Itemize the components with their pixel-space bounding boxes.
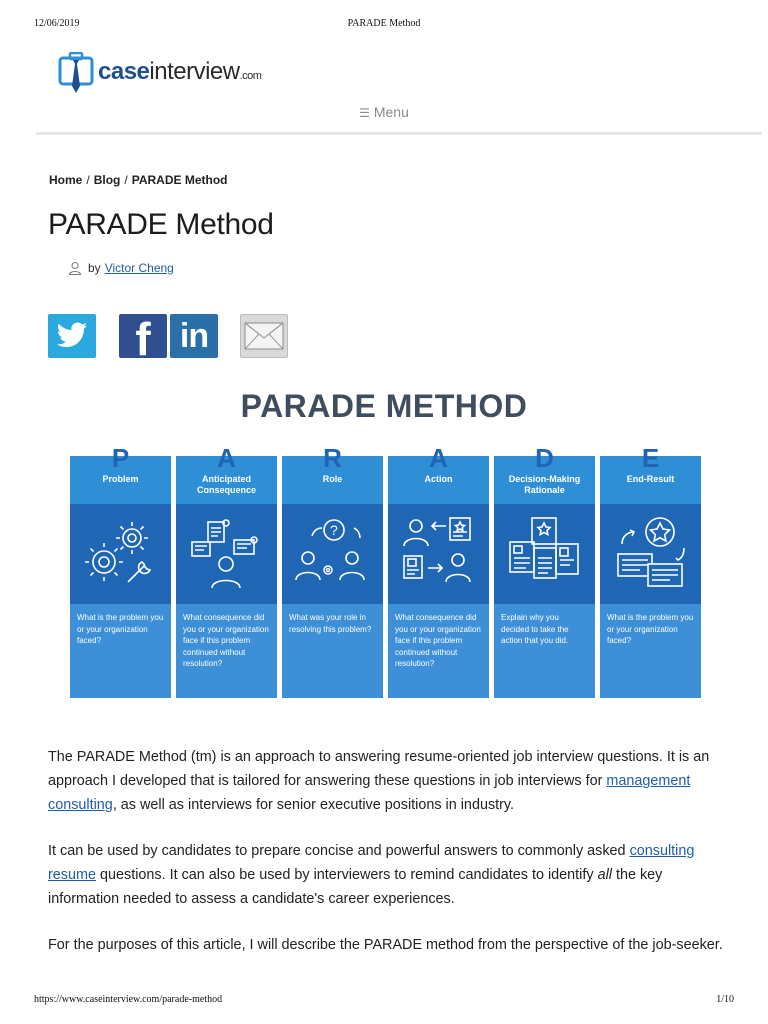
print-page-number: 1/10 [716,994,734,1005]
parade-column-a2 [388,444,489,698]
people-question-icon [282,504,383,604]
intro-paragraph [48,745,728,817]
email-share-button[interactable] [240,314,288,358]
logo-briefcase-icon [58,52,94,92]
parade-column-p [70,444,171,698]
column-heading: Role [282,456,383,504]
breadcrumb-home[interactable]: Home [49,173,83,187]
action-exchange-icon [388,504,489,604]
column-question: What is the problem you or your organization faced? [600,604,701,698]
column-letter: R [323,443,342,473]
print-date: 12/06/2019 [34,18,80,29]
column-question: Explain why you decided to take the action that you did. [494,604,595,698]
column-letter: P [111,443,130,473]
page-title: PARADE Method [48,208,274,241]
linkedin-share-button[interactable] [170,314,218,358]
parade-column-r [282,444,383,698]
column-letter: E [641,443,660,473]
gears-icon [70,504,171,604]
decision-cards-icon [494,504,595,604]
p1-text-b: , as well as interviews for senior executive positions in industry. [112,797,515,813]
star-result-icon [600,504,701,604]
column-letter: D [535,443,554,473]
infographic-title: PARADE METHOD [240,388,528,424]
logo-interview: interview [149,58,240,85]
p2-emphasis: all [597,867,612,883]
p2-text-a: It can be used by candidates to prepare concise and powerful answers to commonly asked [48,843,630,859]
hamburger-icon: ☰ [359,106,370,120]
facebook-icon: f [135,313,151,365]
perspective-paragraph: For the purposes of this article, I will describe the PARADE method from the perspective of the job-seeker. [48,937,723,953]
header-divider [36,132,762,135]
author-by: by [88,261,101,275]
column-heading: Anticipated Consequence [176,456,277,504]
p2-text-b: questions. It can also be used by interviewers to remind candidates to identify [96,867,598,883]
parade-column-d [494,444,595,698]
menu-label: Menu [373,104,409,120]
logo-case: case [98,58,150,85]
logo-com: .com [239,70,262,82]
twitter-share-button[interactable] [48,314,96,358]
p1-text-a: The PARADE Method (tm) is an approach to answering resume-oriented job interview questions. It is an approach I developed that is tailored for answering these questions in job interviews for [48,749,710,789]
consulting-resume-link[interactable]: consulting resume [48,843,695,883]
site-logo[interactable] [58,50,261,94]
column-question: What consequence did you or your organization face if this problem continued without resolution? [388,604,489,698]
column-heading: End-Result [600,456,701,504]
p2-text-c: the key information needed to assess a candidate's career experiences. [48,867,663,907]
svg-text:?: ? [330,522,338,538]
menu-toggle[interactable] [0,104,768,120]
parade-column-e [600,444,701,698]
breadcrumb-current: PARADE Method [131,173,228,187]
breadcrumb [49,173,227,187]
column-heading: Decision-Making Rationale [494,456,595,504]
logo-wordmark [98,60,261,84]
linkedin-icon: in [179,317,209,355]
breadcrumb-blog[interactable]: Blog [93,173,121,187]
twitter-icon [56,322,88,350]
column-question: What consequence did you or your organization face if this problem continued without resolution? [176,604,277,698]
parade-infographic [70,444,700,698]
parade-column-a [176,444,277,698]
column-heading: Action [388,456,489,504]
column-letter: A [429,443,448,473]
documents-person-icon [176,504,277,604]
management-consulting-link[interactable]: management consulting [48,773,691,813]
user-icon [68,261,82,275]
column-question: What is the problem you or your organization faced? [70,604,171,698]
column-heading: Problem [70,456,171,504]
breadcrumb-separator: / [86,173,90,187]
column-letter: A [217,443,236,473]
envelope-icon [244,322,284,350]
print-url: https://www.caseinterview.com/parade-method [34,994,223,1005]
author-link[interactable]: Victor Cheng [104,261,174,275]
print-title: PARADE Method [347,18,421,29]
column-question: What was your role in resolving this problem? [282,604,383,698]
author-byline [68,261,174,275]
usage-paragraph [48,839,728,911]
breadcrumb-separator: / [124,173,128,187]
facebook-share-button[interactable] [119,313,167,365]
